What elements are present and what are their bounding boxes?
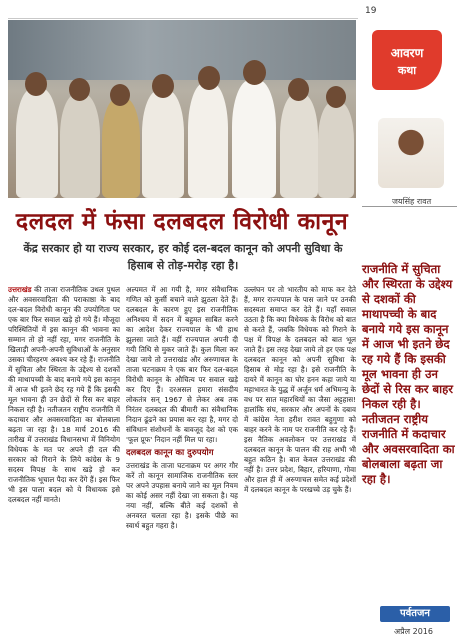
photo-head — [326, 86, 346, 108]
photo-person — [102, 98, 140, 198]
photo-person — [280, 94, 318, 198]
body-column-1 — [8, 285, 120, 633]
author-name: जयसिंह रावत — [392, 197, 432, 206]
photo-head — [288, 78, 309, 101]
photo-head — [25, 72, 47, 96]
section-badge — [372, 30, 442, 90]
photo-head — [243, 60, 266, 85]
badge-line2: कथा — [397, 64, 417, 77]
article-subhead: केंद्र सरकार हो या राज्य सरकार, हर कोई दल-बदल कानून को अपनी सुविधा के हिसाब से तोड़-मरोड़ रहा है। — [23, 242, 343, 272]
magazine-logo: पर्वतजन — [380, 606, 450, 622]
article-headline: दलदल में फंसा दलबदल विरोधी कानून — [15, 209, 349, 235]
body-column-2 — [126, 285, 238, 633]
body-paragraph: उल्लंघन पर तो भारतीय को माफ कर देते हैं, मगर राज्यपाल के पास जाने पर उनकी सदस्यता समाप्त कर देते हैं। यहाँ सवाल उठता है कि क्या विधेयक के विरोध को बात से करते हैं, जबकि विधेयक को गिराने के पक्ष में विपक्ष के दलबदल को बात भूल जाते हैं। इस तरह देखा जाये तो हर एक पक्ष दलबदल कानून को अपनी सुविधा के हिसाब से मोड़ रहा है। इसे राजनीति के दायरे में कानून का घोर हनन कहा जाये या महाभारत के युद्ध में अर्जुन धर्म अभिमन्यु के वध पर सात महारथियों का जैसा अट्टहास! हालांकि संघ, सरकार और अपनों के दबाव में कांग्रेस नेता हरीश रावत बहुगुणा को बाहर करने के नाम पर राजनीति कर रहे हैं। इस नैतिक अवलोकन पर उत्तराखंड में दलबदल कानून के पालन की राह अभी भी बहुत कठिन है। बात केवल उत्तराखंड की नहीं है। उत्तर प्रदेश, बिहार, हरियाणा, गोवा और हाल ही में अरुणाचल समेत कई प्रदेशों में दलबदल कानून के परखच्चे उड़ चुके हैं। — [244, 285, 356, 494]
photo-person — [318, 102, 354, 198]
author-photo — [378, 118, 444, 188]
body-text: की ताजा राजनीतिक उथल पुथल और अवसरवादिता की पराकाष्ठा के बाद दल-बदल विरोधी कानून की उपयोगिता पर एक बार फिर सवाल खड़े हो गये हैं। मौजूदा परिस्थितियों में इस कानून की भावना का सम्मान तो हो नहीं रहा, मगर राजनीति के खिलाड़ी अपनी-अपनी सुविधाओं के अनुसार उसका चीरहरण अवश्य कर रहे हैं। राजनीति में सुचिता और स्थिरता के उद्देश्य से दशकों की माथापच्ची के बाद बनाये गये इस कानून में आज भी इतने छेद रह गये हैं कि इसकी मूल भावना ही उन छेदों से रिस कर बाहर निकल रही है। नतीजतन राष्ट्रीय राजनीति में कदाचार और अवसरवादिता का बोलबाला बढ़ता जा रहा है। 18 मार्च 2016 की तारीख में उत्तराखंड विधानसभा में विनियोग विधेयक के मत पर अपने ही दल की सरकार को गिराने के लिये कांग्रेस के 9 सदस्य विपक्ष के साथ खड़े हो कर राजनीतिक भूचाल पैदा कर देंगे हैं। इस फिर भी इस पाला बदल को ये विधायक इसे दलबदल नहीं मानते। — [8, 285, 120, 504]
photo-background — [8, 20, 356, 80]
body-paragraph — [8, 285, 120, 505]
page-number: 19 — [365, 6, 377, 16]
badge-line1: आवरण — [390, 46, 424, 60]
photo-person — [16, 88, 58, 198]
lead-word: उत्तराखंड — [8, 285, 32, 294]
photo-person — [142, 90, 184, 198]
top-rule — [8, 18, 358, 19]
photo-head — [198, 66, 220, 90]
photo-person — [60, 94, 100, 198]
article-body — [8, 285, 356, 633]
photo-head — [69, 78, 90, 101]
pull-quote: राजनीति में सुचिता और स्थिरता के उद्देश्य से दशकों की माथापच्ची के बाद बनाये गये इस कानून में आज भी इतने छेद रह गये हैं कि इसकी मूल भावना ही उन छेदों से रिस कर बाहर निकल रही है। नतीजतन राष्ट्रीय राजनीति में कदाचार और अवसरवादिता का बोलबाला बढ़ता जा रहा है। — [362, 262, 455, 486]
group-photo — [8, 20, 356, 198]
issue-date: अप्रैल 2016 — [394, 627, 433, 636]
body-column-3 — [244, 285, 356, 633]
body-paragraph: अल्पमत में आ गयी है, मगर संवैधानिक गणित को कुर्सी बचाने वाले झुठला देते हैं। दलबदल के कारण हुए इस राजनीतिक अनिश्चय में सदन में बहुमत साबित करने का आदेश देकर राज्यपाल के भी हाथ झुलसा जाते हैं। वहीं राज्यपाल अपनी दी गयी तिथि से मुकर जाते हैं। कुल मिला कर देखा जाये तो उत्तराखंड और अरुणाचल के ताजा घटनाक्रम ने एक बार फिर दल-बदल विरोधी कानून के औचित्य पर सवाल खड़े कर दिए हैं। दरअसल हमारा संसदीय लोकतंत्र सन् 1967 से लेकर अब तक निरंतर दलबदल की बीमारी का संवैधानिक निदान ढूंढने का प्रयास कर रहा है, मगर दो संविधान संशोधनों के बावजूद देश को एक 'फूल प्रूफ' निदान नहीं मिल पा रहा। — [126, 285, 238, 444]
photo-person — [188, 83, 228, 198]
author-divider — [362, 206, 457, 207]
photo-person — [232, 80, 276, 198]
photo-head — [110, 84, 130, 106]
body-paragraph: उत्तराखंड के ताजा घटनाक्रम पर अगर गौर करें तो कानून सामाजिक राजनीतिक स्तर पर अपने उपहास बनाये जाने का मूल नियम का कोई असर नहीं देखा जा सकता है। यह नया नहीं, बल्कि बीते कई दशकों से अनवरत चलता रहा है। इसके पीछे का स्वार्थ बहुत गहरा है। — [126, 461, 238, 530]
photo-head — [152, 74, 174, 98]
section-heading: दलबदल कानून का दुरुपयोग — [126, 448, 214, 458]
